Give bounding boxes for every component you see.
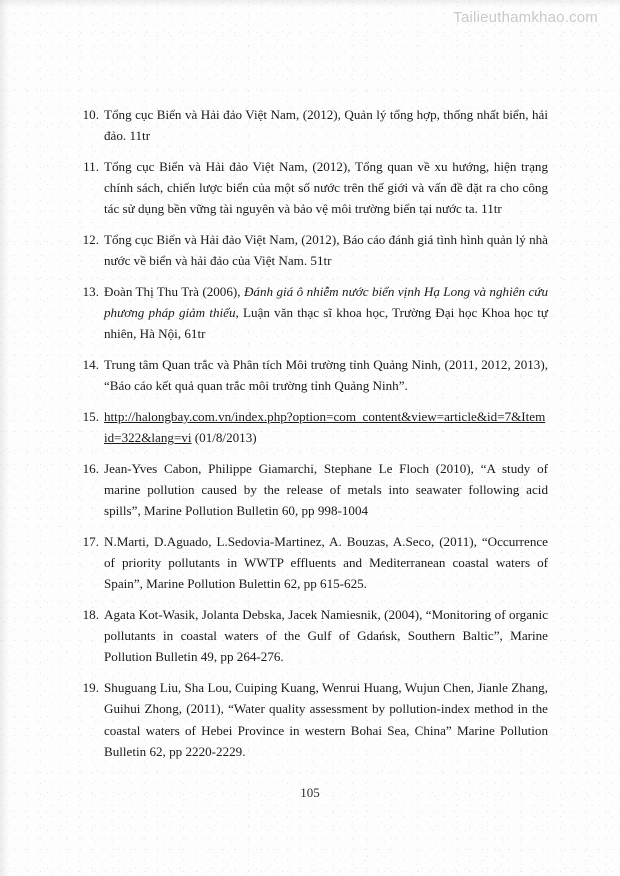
reference-text-segment: Tổng cục Biển và Hải đảo Việt Nam, (2012), Báo cáo đánh giá tình hình quản lý nhà nước về biển và hải đảo của Việt Nam. 51tr (104, 232, 548, 269)
reference-item (78, 104, 548, 146)
reference-number: 14. (82, 357, 99, 373)
reference-item (78, 604, 548, 668)
reference-title-italic: Đánh giá ô nhiễm nước biển vịnh Hạ Long và nghiên cứu phương pháp giảm thiểu (104, 283, 548, 321)
reference-text-segment: (01/8/2013) (191, 430, 257, 446)
reference-item (78, 458, 548, 522)
reference-text (104, 604, 548, 668)
reference-text-segment: Shuguang Liu, Sha Lou, Cuiping Kuang, Wenrui Huang, Wujun Chen, Jianle Zhang, Guihui Zhong, (2011), “Water quality assessment by pollution-index method in the coastal waters of Hebei Province in western Bohai Sea, China” Marine Pollution Bulletin 62, pp 2220-2229. (104, 680, 548, 759)
reference-number: 17. (82, 533, 99, 549)
reference-item (78, 229, 548, 271)
reference-text-segment: Trung tâm Quan trắc và Phân tích Môi trường tỉnh Quảng Ninh, (2011, 2012, 2013), “Báo cáo kết quả quan trắc môi trường tỉnh Quảng Ninh”. (104, 357, 548, 394)
reference-item (78, 406, 548, 448)
reference-text-segment: Agata Kot-Wasik, Jolanta Debska, Jacek Namiesnik, (2004), “Monitoring of organic pollutants in coastal waters of the Gulf of Gdańsk, Southern Baltic”, Marine Pollution Bulletin 49, pp 264-276. (104, 607, 548, 665)
reference-number: 10. (82, 107, 99, 122)
reference-text (104, 281, 548, 345)
reference-text (104, 458, 548, 522)
scan-edge-top (0, 0, 620, 7)
reference-item (78, 281, 548, 345)
reference-item (78, 531, 548, 595)
reference-item (78, 354, 548, 396)
reference-item (78, 677, 548, 762)
reference-text (104, 406, 548, 448)
reference-number: 18. (82, 607, 99, 623)
reference-text-segment: Tổng cục Biển và Hải đảo Việt Nam, (2012), Quản lý tổng hợp, thống nhất biển, hải đảo. 11tr (104, 107, 548, 144)
reference-url-link[interactable]: http://halongbay.com.vn/index.php?option=com_content&view=article&id=7&Itemid=322&lang=vi (104, 408, 546, 446)
reference-number: 12. (82, 232, 99, 248)
reference-text-segment: Jean-Yves Cabon, Philippe Giamarchi, Stephane Le Floch (2010), “A study of marine pollution caused by the release of metals into seawater following acid spills”, Marine Pollution Bulletin 60, pp 998-1004 (104, 460, 548, 519)
reference-text-segment: Đoàn Thị Thu Trà (2006), (104, 283, 244, 299)
reference-number: 13. (82, 283, 99, 299)
reference-text (104, 156, 548, 220)
reference-text-segment: , Luận văn thạc sĩ khoa học, Trường Đại học Khoa học tự nhiên, Hà Nội, 61tr (104, 305, 548, 342)
watermark: Tailieuthamkhao.com (453, 9, 598, 26)
reference-text-segment: N.Marti, D.Aguado, L.Sedovia-Martinez, A. Bouzas, A.Seco, (2011), “Occurrence of priority pollutants in WWTP effluents and Mediterranean coastal waters of Spain”, Marine Pollution Bulettin 62, pp 615-625. (104, 533, 548, 592)
reference-number: 19. (82, 680, 99, 696)
reference-text (104, 677, 548, 762)
reference-number: 16. (82, 460, 99, 476)
reference-number: 11. (83, 158, 99, 174)
reference-text (104, 229, 548, 271)
reference-text (104, 531, 548, 595)
reference-number: 15. (82, 408, 99, 424)
page-number: 105 (300, 785, 320, 800)
reference-text (104, 104, 548, 146)
reference-text (104, 354, 548, 396)
reference-list (78, 104, 548, 771)
reference-text-segment: Tổng cục Biển và Hải đảo Việt Nam, (2012), Tổng quan về xu hướng, hiện trạng chính sách, chiến lược biển của một số nước trên thế giới và vấn đề đặt ra cho công tác sử dụng bền vững tài nguyên và bảo vệ môi trường biển tại nước ta. 11tr (104, 158, 548, 217)
scan-edge-left (0, 0, 9, 876)
reference-item (78, 156, 548, 220)
